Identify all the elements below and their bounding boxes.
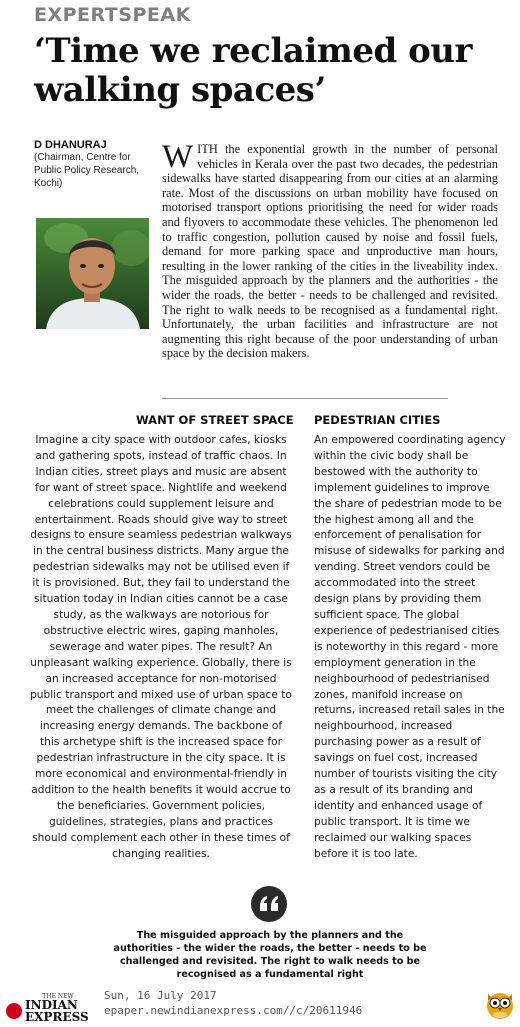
quote-icon <box>250 885 288 923</box>
divider <box>162 398 448 399</box>
logo-line2: EXPRESS <box>25 1010 89 1023</box>
logo-top: THE NEW <box>42 993 74 1000</box>
author-block <box>34 139 154 190</box>
column1-heading: WANT OF STREET SPACE <box>136 413 294 427</box>
footer-date: Sun, 16 July 2017 <box>104 989 217 1002</box>
intro-text: ITH the exponential growth in the number of personal vehicles in Kerala over the past two decades, the pedestrian sidewalks have started disappearing from our cities at an alarming rate. Most of the discussions on urban mobility have focused on motorised transport options prioritising the need for wider roads and flyovers to accommodate these vehicles. The phenomenon led to traffic congestion, pollution caused by noise and fossil fuels, demand for more parking space and unproductive man hours, resulting in the lower ranking of the cities in the liveability index. The misguided approach by the planners and the authorities - the wider the roads, the better - needs to be challenged and revisited. The right to walk needs to be recognised as a fundamental right. Unfortunately, the urban facilities and infrastructure are not augmenting this right because of the poor understanding of urban space by the decision makers. <box>162 142 498 361</box>
author-photo <box>36 218 149 329</box>
pull-quote: The misguided approach by the planners and the authorities - the wider the roads, the better - needs to be challenged and revisited. The right to walk needs to be recognised as a fundamental right <box>113 930 427 980</box>
drop-cap: W <box>162 139 194 175</box>
column2-body: An empowered coordinating agency within the civic body shall be bestowed with the authority to implement guidelines to improve the share of pedestrian mode to be the highest among all and the enforcement of penalisation for misuse of sidewalks for parking and vending. Street vendors could be accommodated into the street design plans by providing them sufficient space. The global experience of pedestrianised cities is noteworthy in this regard - more employment generation in the neighbourhood of pedestrianised zones, manifold increase on returns, increased retail sales in the neighbourhood, increased purchasing power as a result of savings on fuel cost, increased number of tourists visiting the city as a result of its branding and identity and enhanced usage of public transport. It is time we reclaimed our walking spaces before it is too late. <box>314 434 506 860</box>
owl-icon <box>484 986 516 1020</box>
author-title: (Chairman, Centre for Public Policy Research, Kochi) <box>34 152 140 189</box>
author-name: D DHANURAJ <box>34 139 107 151</box>
section-kicker: EXPERTSPEAK <box>34 4 191 26</box>
intro-paragraph <box>162 139 498 361</box>
column1-body: Imagine a city space with outdoor cafes, kiosks and gathering spots, instead of traffic chaos. In Indian cities, street plays and music are absent for want of street space. Nightlife and weekend celebrations could supplement leisure and entertainment. Roads should give way to street designs to ensure seamless pedestrian walkways in the central business districts. Many argue the pedestrian sidewalks may not be utilised even if it is provisioned. But, they fail to understand the situation today in Indian cities cannot be a case study, as the walkways are notorious for obstructive electric wires, gaping manholes, sewerage and water pipes. The result? An unpleasant walking experience. Globally, there is an increased acceptance for non-motorised public transport and mixed use of urban space to meet the challenges of climate change and increasing energy demands. The backbone of this archetype shift is the increased space for pedestrian infrastructure in the city space. It is more economical and environmental-friendly in addition to the health benefits it would accrue to the beneficiaries. Government policies, guidelines, strategies, plans and practices should complement each other in these times of changing realities. <box>30 434 292 860</box>
footer-url[interactable]: epaper.newindianexpress.com//c/20611946 <box>104 1004 363 1017</box>
column2-heading: PEDESTRIAN CITIES <box>314 413 441 427</box>
author-photo-image <box>36 218 149 329</box>
headline: ‘Time we reclaimed our walking spaces’ <box>34 31 472 110</box>
logo-line1: INDIAN <box>25 998 78 1012</box>
newspaper-logo <box>4 989 102 1023</box>
